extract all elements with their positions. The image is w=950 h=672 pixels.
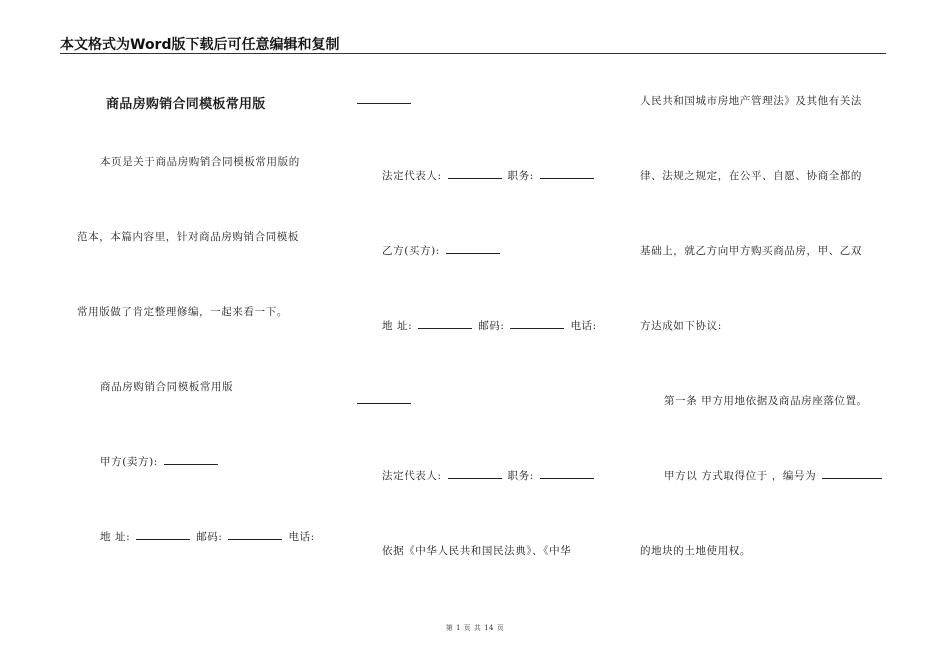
document-header-title: 本文格式为Word版下载后可任意编辑和复制 — [60, 37, 340, 53]
parcel-number-blank — [822, 470, 882, 479]
land-acquire-text: 甲方以 方式取得位于 ，编号为 — [664, 470, 817, 482]
party-b-row — [382, 243, 502, 258]
position-label: 职务: — [507, 170, 534, 182]
clause-line-4: 方达成如下协议: — [640, 320, 722, 332]
party-b-label: 乙方(买方): — [382, 245, 440, 257]
phone-label: 电话: — [570, 320, 597, 332]
position-label: 职务: — [507, 470, 534, 482]
legal-rep-label: 法定代表人: — [382, 170, 442, 182]
legal-rep-label: 法定代表人: — [382, 470, 442, 482]
intro-line-3: 常用版做了肯定整理修编，一起来看一下。 — [77, 306, 288, 318]
article-1-heading: 第一条 甲方用地依据及商品房座落位置。 — [664, 395, 868, 407]
header-divider — [60, 53, 886, 54]
land-use-right-line: 的地块的土地使用权。 — [640, 545, 751, 557]
contract-subtitle: 商品房购销合同模板常用版 — [100, 381, 234, 393]
party-a-label: 甲方(卖方): — [100, 456, 158, 468]
party-b-blank — [446, 245, 500, 254]
party-b-legal-rep-row — [382, 468, 596, 483]
page-footer: 第 1 页 共 14 页 — [445, 624, 505, 632]
legal-rep-blank — [448, 470, 502, 479]
postcode-label: 邮码: — [478, 320, 505, 332]
clause-line-2: 律、法规之规定，在公平、自愿、协商全都的 — [640, 170, 862, 182]
phone-label: 电话: — [288, 531, 315, 543]
postcode-label: 邮码: — [196, 531, 223, 543]
address-blank — [418, 320, 472, 329]
party-a-legal-rep-row — [382, 168, 596, 183]
document-title: 商品房购销合同模板常用版 — [106, 97, 266, 112]
address-blank — [136, 531, 190, 540]
address-label: 地 址: — [382, 320, 413, 332]
party-a-blank — [164, 456, 218, 465]
postcode-blank — [510, 320, 564, 329]
address-label: 地 址: — [100, 531, 131, 543]
phone-blank-continued-2 — [357, 403, 411, 404]
party-b-address-row — [382, 318, 597, 333]
party-a-address-row — [100, 529, 315, 544]
clause-line-3: 基础上，就乙方向甲方购买商品房，甲、乙双 — [640, 245, 862, 257]
legal-rep-blank — [448, 170, 502, 179]
position-blank — [540, 470, 594, 479]
party-a-row — [100, 454, 220, 469]
phone-blank-continued — [357, 103, 411, 104]
postcode-blank — [228, 531, 282, 540]
intro-line-2: 范本，本篇内容里，针对商品房购销合同模板 — [77, 231, 299, 243]
legal-basis-line: 依据《中华人民共和国民法典》、《中华 — [382, 545, 572, 557]
position-blank — [540, 170, 594, 179]
clause-line-1: 人民共和国城市房地产管理法》及其他有关法 — [640, 95, 862, 107]
land-acquire-row — [664, 468, 884, 483]
intro-line-1: 本页是关于商品房购销合同模板常用版的 — [100, 156, 300, 168]
